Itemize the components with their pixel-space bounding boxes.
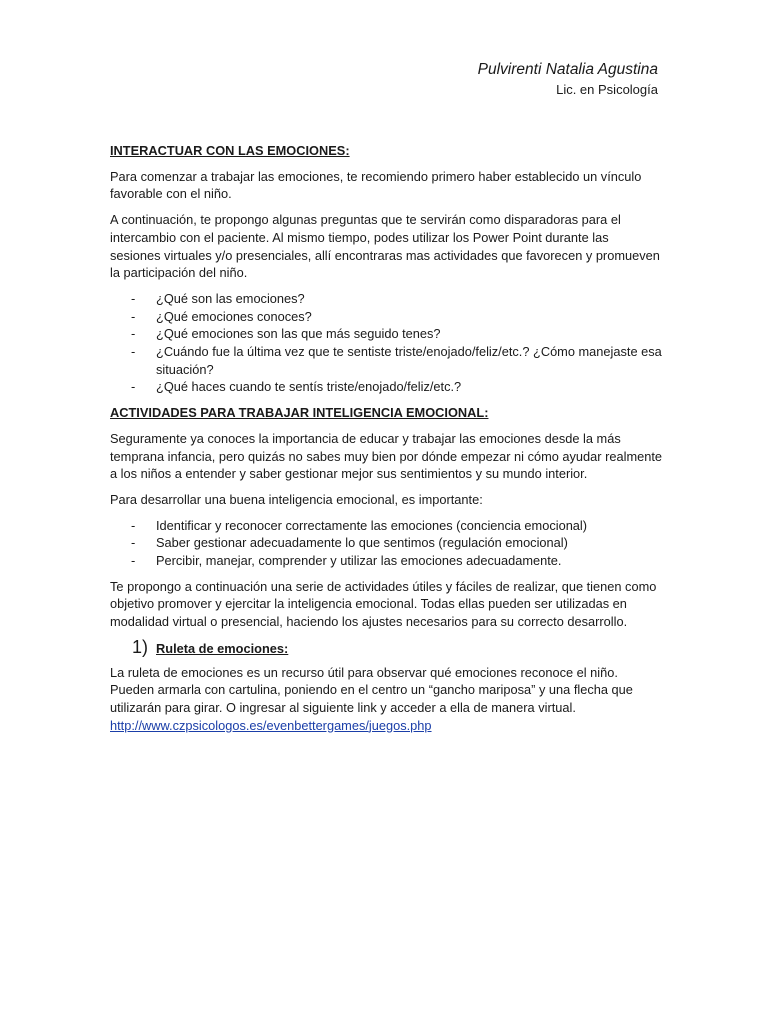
dash-bullet: - bbox=[131, 344, 136, 360]
activity-heading-ruleta bbox=[132, 636, 662, 658]
document-body bbox=[110, 142, 662, 742]
ruleta-link[interactable]: http://www.czpsicologos.es/evenbettergames/juegos.php bbox=[110, 717, 432, 733]
dash-bullet: - bbox=[131, 326, 136, 342]
paragraph-intro: Para comenzar a trabajar las emociones, te recomiendo primero haber establecido un vínculo favorable con el niño. bbox=[110, 168, 642, 202]
author-title: Lic. en Psicología bbox=[556, 82, 658, 97]
dash-bullet: - bbox=[131, 308, 136, 324]
activity-title: Ruleta de emociones: bbox=[156, 640, 289, 656]
paragraph-desarrollar: Para desarrollar una buena inteligencia emocional, es importante: bbox=[110, 491, 483, 507]
list-item: - Identificar y reconocer correctamente las emociones (conciencia emocional) bbox=[131, 517, 588, 533]
list-item: - ¿Qué son las emociones? bbox=[131, 290, 305, 306]
list-item: - Percibir, manejar, comprender y utilizar las emociones adecuadamente. bbox=[131, 553, 562, 569]
list-item: - ¿Qué haces cuando te sentís triste/enojado/feliz/etc.? bbox=[131, 379, 462, 395]
paragraph-preguntas: A continuación, te propongo algunas preguntas que te servirán como disparadoras para el intercambio con el paciente. Al mismo tiempo, podes utilizar los Power Point durante las sesiones virtuales y/o presenciales, allí encontraras mas actividades que favorecen y promueven la participación del niño. bbox=[110, 212, 660, 281]
document-header bbox=[478, 60, 658, 99]
dash-bullet: - bbox=[131, 535, 136, 551]
dash-bullet: - bbox=[131, 517, 136, 533]
section-heading-actividades: ACTIVIDADES PARA TRABAJAR INTELIGENCIA EMOCIONAL: bbox=[110, 405, 489, 421]
list-item: - ¿Qué emociones conoces? bbox=[131, 308, 312, 324]
list-item: - Saber gestionar adecuadamente lo que sentimos (regulación emocional) bbox=[131, 535, 568, 551]
list-item: - ¿Cuándo fue la última vez que te sentiste triste/enojado/feliz/etc.? ¿Cómo manejaste esa situación? bbox=[131, 344, 662, 377]
dash-bullet: - bbox=[131, 379, 136, 395]
author-name: Pulvirenti Natalia Agustina bbox=[477, 61, 658, 78]
section-heading-emociones: INTERACTUAR CON LAS EMOCIONES: bbox=[110, 143, 350, 158]
list-item: - ¿Qué emociones son las que más seguido tenes? bbox=[131, 326, 441, 342]
paragraph-actividades: Te propongo a continuación una serie de actividades útiles y fáciles de realizar, que tienen como objetivo promover y ejercitar la inteligencia emocional. Todas ellas pueden ser utilizadas en modalidad virtual o presencial, haciendo los ajustes necesarios para su correcto desarrollo. bbox=[110, 578, 657, 630]
dash-bullet: - bbox=[131, 553, 136, 569]
paragraph-importancia: Seguramente ya conoces la importancia de educar y trabajar las emociones desde la más temprana infancia, pero quizás no sabes muy bien por dónde empezar ni cómo ayudar realmente a los niños a entender y saber gestionar mejor sus sentimientos y su mundo interior. bbox=[110, 430, 663, 482]
activity-number: 1) bbox=[132, 636, 149, 657]
skills-list bbox=[110, 517, 662, 570]
paragraph-ruleta: La ruleta de emociones es un recurso útil para observar qué emociones reconoce el niño. Pueden armarla con cartulina, poniendo en el centro un “gancho mariposa” y una flecha que utilizarán para girar. O ingresar al siguiente link y acceder a ella de manera virtual. http://www.czpsicologos.es/evenbettergames/juegos.php bbox=[110, 664, 633, 733]
dash-bullet: - bbox=[131, 290, 136, 306]
questions-list bbox=[110, 290, 662, 396]
